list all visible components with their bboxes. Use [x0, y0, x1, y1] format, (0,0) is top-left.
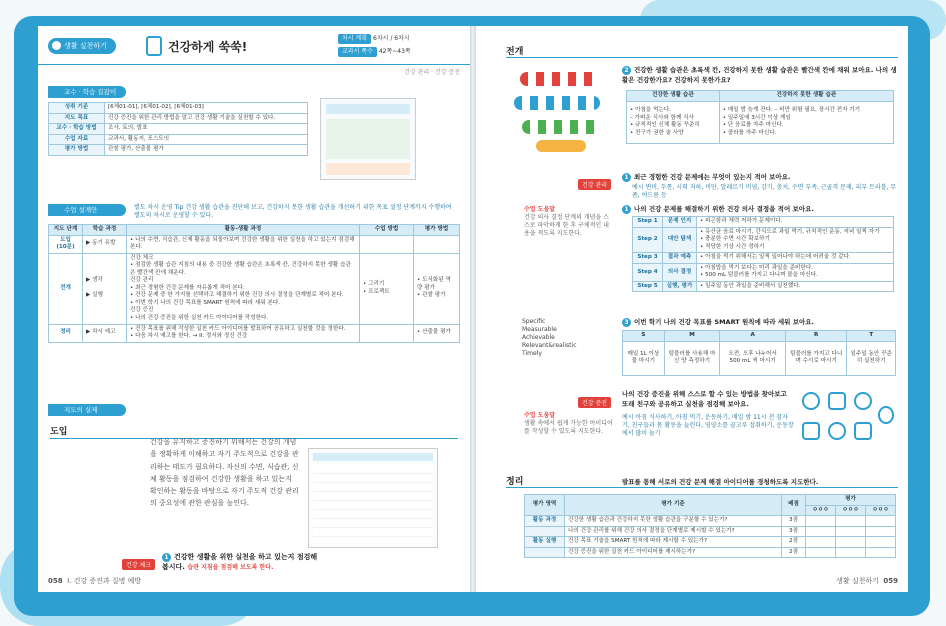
summary-row: [49, 145, 308, 156]
design-header: 지도 단계: [49, 225, 83, 236]
summary-label: 지도 목표: [49, 113, 105, 124]
eval-cell: [866, 537, 896, 548]
eval-cell: [806, 547, 836, 558]
eval-cell: [836, 526, 866, 537]
item1-example: 예시 변비, 두통, 시력 저하, 비만, 알레르기 비염, 감기, 충치, 수면 부족, 근골격 문제, 피부 트러블, 무좀, 여드름 등: [632, 184, 897, 200]
design-eval: • 산출물 평가: [414, 324, 460, 342]
habit-table: 건강한 생활 습관 건강하지 못한 생활 습관 • 아침을 먹는다. – 가벼운 식사와 함께 식사 • 규칙적인 신체 활동 꾸준히 • 친구가 권한 술 사양 • 매일 밤 늦게 잔다. – 비만 위험 필요, 장시간 전자 기기 • 일주일에 3시간 이상 게임 • 단 음료를 자주 마신다. • 콜라를 자주 마신다.: [626, 90, 894, 144]
summary-thumbnail: [320, 98, 416, 180]
summary-label: 성취 기준: [49, 103, 105, 114]
eval-area: 활동 실행: [525, 537, 565, 548]
item1-text: 1 최근 경험한 건강 문제에는 무엇이 있는지 적어 보아요.: [622, 172, 898, 182]
design-eval: • 도식화된 역량 평가 • 관찰 평가: [414, 253, 460, 324]
smart-value: 일주일 동안 꾸준히 실천하기: [847, 341, 896, 375]
smart-header: A: [720, 331, 786, 342]
eval-score: 3점: [782, 516, 806, 527]
lesson-header: [38, 26, 470, 66]
eval-row: [525, 537, 896, 548]
check-text: 1 건강한 생활을 위한 실천을 하고 있는지 점검해 봅시다. 습관 지침을 점검해 보도록 한다.: [162, 553, 318, 571]
decision-name: 의사 결정: [663, 263, 697, 281]
promo-example: 예시 아침 식사하기, 아침 먹기, 운동하기, 매일 밤 11시 전 잠자기, 친구들과 몸 활동을 늘린다, 영양소를 골고루 섭취하기, 운동장에서 많이 놀기: [622, 414, 794, 438]
decision-name: 대안 탐색: [663, 227, 697, 253]
page-title: 건강하게 쑥쑥!: [168, 40, 248, 54]
intro-label: 도입: [50, 427, 68, 437]
design-method: • 그리기 • 프로젝트: [360, 253, 414, 324]
habit-worksheet-thumbnail: [308, 448, 438, 548]
decision-step: Step 4: [633, 263, 663, 281]
lesson-badge: 생활 실천하기: [48, 38, 116, 54]
left-page-number: 058 I. 건강 증진과 질병 예방: [48, 577, 142, 585]
eval-row: [525, 526, 896, 537]
summary-value: 교과서, 활동지, 포스트잇: [105, 134, 308, 145]
design-activity: 건강 체크 • 점검한 생활 습관 지침의 내용 중 건강한 생활 습관은 초록색 칸, 건강하지 못한 생활 습관은 빨간색 칸에 채운다. 건강 관리 • 최근 경험한 건강 문제를 자유롭게 적어 본다. • 건강 문제 중 한 가지를 선택하고 해결하기 위한 건강 의사 결정을 단계별로 적어 본다. • 이번 학기 나의 건강 목표를 SMART 원칙에 따라 세워 본다. 건강 증진 • 나의 건강 증진을 위한 실천 카드 아이디어를 작성한다.: [127, 253, 360, 324]
intro-text: 건강을 유지하고 증진하기 위해서는 건강의 개념을 정확하게 이해하고 자기 주도적으로 건강을 관리하는 태도가 필요하다. 자신의 수면, 식습관, 신체 활동을 점검하여 건강한 생활을 하고 있는지 확인하는 활동을 바탕으로 자기 주도적 건강 관리의 중요성에 관한 관심을 높인다.: [150, 438, 299, 508]
summary-table: [48, 102, 308, 156]
design-stage: 정리: [49, 324, 83, 342]
eval-cell: [806, 526, 836, 537]
design-row: [49, 253, 460, 324]
smart-table: [622, 330, 896, 376]
evaluation-table: 평가 영역 평가 기준 배점 평가 ㅇㅇㅇ ㅇㅇㅇ ㅇㅇㅇ 활동 과정 건강한 생활 습관과 건강하지 못한 생활 습관을 구분할 수 있는가? 3점 나의 건강 관리를 위해 건강 의사 결정을 단계별로 제시할 수 있는가? 3점 활동 실행 건강 목표 기술을 SMART 원칙에 따라 제시할 수 있는가? 2점 건강 증진을 위한 실천 카드 아이디어를 제시하는가? 2점: [524, 494, 896, 558]
header-meta: 차시 계획 6차시 / 6차시 교과서 쪽수 42쪽~43쪽: [338, 34, 464, 57]
eval-score: 3점: [782, 526, 806, 537]
promo-text: 나의 건강 증진을 위해 스스로 할 수 있는 방법을 찾아보고 또래 친구와 공유하고 실천을 점검해 보아요.: [622, 390, 787, 408]
right-page-number: 생활 실천하기 059: [836, 577, 898, 585]
summary-row: [49, 103, 308, 114]
eval-criteria: 나의 건강 관리를 위해 건강 의사 결정을 단계별로 제시할 수 있는가?: [565, 526, 782, 537]
decision-name: 문제 인지: [663, 217, 697, 228]
care-tag: 건강 관리: [578, 172, 611, 191]
smart-value: 오전, 오후 나누어서 500 mL 씩 마시기: [720, 341, 786, 375]
smart-header: T: [847, 331, 896, 342]
design-header: 수업 방법: [360, 225, 414, 236]
design-header: 평가 방법: [414, 225, 460, 236]
design-stage: 전개: [49, 253, 83, 324]
eval-cell: [866, 526, 896, 537]
bad-habits: • 매일 밤 늦게 잔다. – 비만 위험 필요, 장시간 전자 기기 • 일주일에 3시간 이상 게임 • 단 음료를 자주 마신다. • 콜라를 자주 마신다.: [719, 101, 893, 143]
eval-cell: [836, 516, 866, 527]
decision-desc: • 일주일 동안 과일을 준비해서 실천했다.: [697, 281, 894, 292]
design-table: [48, 224, 460, 343]
summary-value: 관찰 평가, 산출물 평가: [105, 145, 308, 156]
eval-cell: [836, 537, 866, 548]
summary-value: 조사, 토의, 발표: [105, 124, 308, 135]
summary-label: 평가 방법: [49, 145, 105, 156]
clipboard-icon: [146, 36, 162, 56]
eval-cell: [866, 516, 896, 527]
decision-table: [632, 216, 894, 292]
eval-score: 2점: [782, 537, 806, 548]
design-process: ▶ 동기 유발: [83, 235, 127, 253]
summary-row: [49, 113, 308, 124]
left-page: [38, 26, 470, 592]
decision-row: [633, 253, 894, 264]
promo-tip: 수업 도움말 생활 속에서 쉽게 가능한 아이디어를 작성할 수 있도록 지도한다.: [524, 412, 613, 436]
good-habits: • 아침을 먹는다. – 가벼운 식사와 함께 식사 • 규칙적인 신체 활동 꾸준히 • 친구가 권한 술 사양: [627, 101, 720, 143]
design-method: [360, 324, 414, 342]
wrap-label: 정리: [506, 477, 524, 487]
design-stage: 도입 (10분): [49, 235, 83, 253]
lesson-heading: 지도의 실제: [48, 404, 126, 416]
smart-labels: Specific Measurable Achievable Relevant&realistic Timely: [522, 318, 577, 358]
design-header: 활동-생활 과정: [127, 225, 360, 236]
design-process: ▶ 차시 예고: [83, 324, 127, 342]
item2-text: 2 건강한 생활 습관은 초록색 칸, 건강하지 못한 생활 습관은 빨간색 칸에 채워 보아요. 나의 생활은 건강한가요? 건강하지 못한가요?: [622, 66, 897, 84]
design-process: ▶ 생각 ▶ 실행: [83, 253, 127, 324]
decision-desc: • 아침을 먹기 위해서는 일찍 일어나야 하는데 어려울 것 같다.: [697, 253, 894, 264]
smart-header: S: [623, 331, 665, 342]
eval-score: 2점: [782, 547, 806, 558]
eval-criteria: 건강 증진을 위한 실천 카드 아이디어를 제시하는가?: [565, 547, 782, 558]
eval-area: [525, 526, 565, 537]
promo-tag: 건강 증진: [578, 390, 611, 409]
decision-name: 실행, 평가: [663, 281, 697, 292]
eval-criteria: 건강 목표 기술을 SMART 원칙에 따라 제시할 수 있는가?: [565, 537, 782, 548]
check-tag: 건강 체크: [122, 552, 155, 571]
design-note: 별도 차시 운영 Tip 건강 생활 습관을 진단해 보고, 건강하지 못한 생활 습관을 개선하기 위한 목표 설정 단계까지 수행하여 별도의 차시로 운영할 수 있다.: [134, 204, 452, 220]
summary-value: [6체01-01], [6체01-02], [6체01-03]: [105, 103, 308, 114]
smart-value: 텀블러를 가지고 다니며 수시로 마시기: [785, 341, 847, 375]
decision-desc: • 유산균 음료 마시기, 간식으로 과일 먹기, 규칙적인 운동, 저녁 일찍 자기 • 충분한 수면 시간 확보하기 • 적당한 기상 시간 정하기: [697, 227, 894, 253]
decision-row: [633, 263, 894, 281]
eval-cell: [806, 516, 836, 527]
decision-desc: • 아침밥을 먹기 보다는 미리 과일을 준비한다. • 500 mL 텀블러를 가지고 다니며 물을 마신다.: [697, 263, 894, 281]
eval-cell: [866, 547, 896, 558]
header-subtitle: 건강 관리 · 건강 증진: [404, 69, 460, 76]
smart-header: M: [664, 331, 720, 342]
smart-value: 매일 1L 이상 물 마시기: [623, 341, 665, 375]
decision-step: Step 5: [633, 281, 663, 292]
eval-area: [525, 547, 565, 558]
activity-icons-illustration: [798, 388, 898, 454]
item-decision-text: 1 나의 건강 문제를 해결하기 위한 건강 의사 결정을 적어 보아요.: [622, 204, 898, 214]
design-row: [49, 235, 460, 253]
right-page: [476, 26, 908, 592]
pin-icon: [52, 41, 61, 50]
decision-desc: • 피곤함과 체력 저하가 문제이다.: [697, 217, 894, 228]
summary-label: 교수 · 학습 방법: [49, 124, 105, 135]
eval-cell: [836, 547, 866, 558]
decision-row: [633, 281, 894, 292]
eval-area: 활동 과정: [525, 516, 565, 527]
design-heading: 수업 설계안: [48, 204, 126, 216]
decision-row: [633, 217, 894, 228]
eval-cell: [806, 537, 836, 548]
snake-board-illustration: [510, 62, 610, 158]
summary-row: [49, 134, 308, 145]
eval-row: [525, 547, 896, 558]
smart-value: 텀블러를 사용해 마신 양 측정하기: [664, 341, 720, 375]
decision-name: 결과 예측: [663, 253, 697, 264]
eval-row: [525, 516, 896, 527]
decision-step: Step 3: [633, 253, 663, 264]
design-eval: [414, 235, 460, 253]
item3-text: 3 이번 학기 나의 건강 목표를 SMART 원칙에 따라 세워 보아요.: [622, 317, 898, 327]
decision-row: [633, 227, 894, 253]
eval-criteria: 건강한 생활 습관과 건강하지 못한 생활 습관을 구분할 수 있는가?: [565, 516, 782, 527]
summary-label: 수업 자료: [49, 134, 105, 145]
lesson-tip: 수업 도움말 건강 의사 결정 단계의 개념을 스스로 파악하게 한 후 구체적인 내용을 적도록 지도한다.: [524, 206, 609, 238]
wrap-text: 발표를 통해 서로의 건강 문제 해결 아이디어를 경청하도록 지도한다.: [622, 478, 819, 486]
design-method: [360, 235, 414, 253]
summary-row: [49, 124, 308, 135]
design-activity: • 나의 수면, 식습관, 신체 활동을 되돌아보며 건강한 생활을 위한 실천을 하고 있는지 점검해 본다.: [127, 235, 360, 253]
decision-step: Step 2: [633, 227, 663, 253]
decision-step: Step 1: [633, 217, 663, 228]
section-label: 전개: [506, 47, 524, 57]
design-row: [49, 324, 460, 342]
design-activity: • 건강 목표를 위해 작성한 실천 카드 아이디어를 발표하여 공유하고 실천할 것을 정한다. • 다음 차시 예고를 한다. → II. 정서와 정신 건강: [127, 324, 360, 342]
summary-value: 건강 증진을 위한 관리 방법을 알고 건강 생활 기술을 실천할 수 있다.: [105, 113, 308, 124]
summary-heading: 교수 · 학습 길잡이: [48, 86, 126, 98]
smart-header: R: [785, 331, 847, 342]
design-header: 학습 과정: [83, 225, 127, 236]
